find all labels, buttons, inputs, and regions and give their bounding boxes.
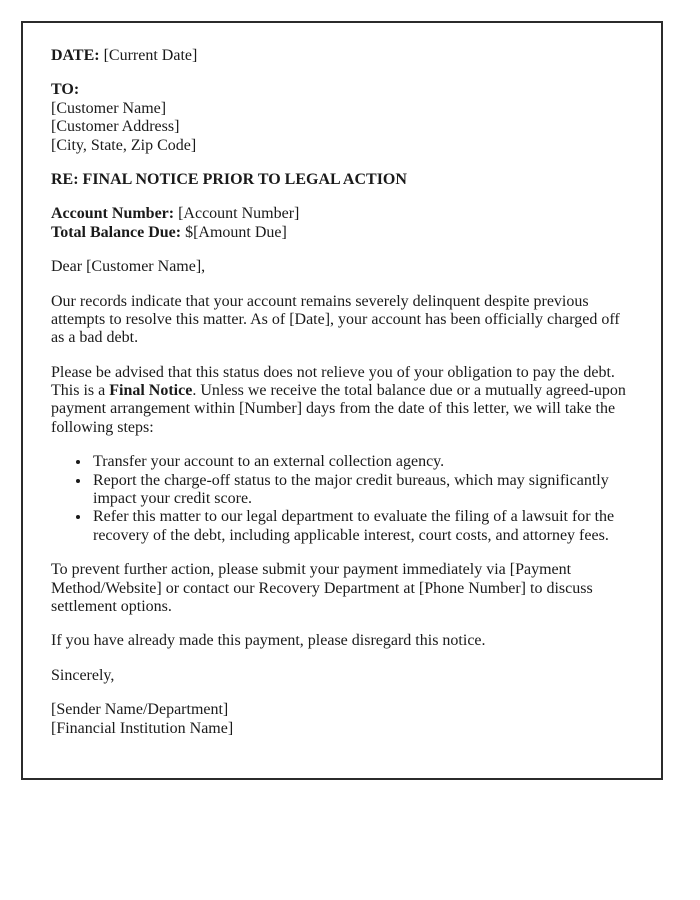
date-line bbox=[51, 47, 633, 65]
recipient-block bbox=[51, 81, 633, 155]
closing: Sincerely, bbox=[51, 666, 115, 684]
signature-sender: [Sender Name/Department] bbox=[51, 701, 229, 719]
signature-block bbox=[51, 701, 633, 738]
action-steps-list bbox=[51, 453, 633, 545]
account-number-value: [Account Number] bbox=[178, 205, 300, 223]
account-number-line bbox=[51, 205, 633, 223]
paragraph-delinquency: Our records indicate that your account remains severely delinquent despite previous attempts to resolve this matter. As of [Date], your account has been officially charged off as a bad debt. bbox=[51, 292, 620, 347]
subject-line: RE: FINAL NOTICE PRIOR TO LEGAL ACTION bbox=[51, 170, 407, 188]
final-notice-emphasis: Final Notice bbox=[109, 382, 193, 400]
balance-due-label: Total Balance Due: bbox=[51, 223, 182, 241]
balance-due-line bbox=[51, 224, 633, 242]
letter-document bbox=[21, 21, 663, 780]
list-item-legal-department: • Refer this matter to our legal department to evaluate the filing of a lawsuit for the recovery of the debt, including applicable interest, court costs, and attorney fees. bbox=[91, 508, 633, 545]
recipient-name: [Customer Name] bbox=[51, 99, 167, 117]
balance-due-value: $[Amount Due] bbox=[185, 223, 287, 241]
paragraph-payment-instructions: To prevent further action, please submit your payment immediately via [Payment Method/Website] or contact our Recovery Department at [Phone Number] to discuss settlement options. bbox=[51, 561, 593, 615]
date-value: [Current Date] bbox=[103, 47, 198, 64]
paragraph-disregard-notice: If you have already made this payment, please disregard this notice. bbox=[51, 632, 486, 650]
recipient-address: [Customer Address] bbox=[51, 118, 180, 136]
to-label: TO: bbox=[51, 81, 80, 99]
account-block bbox=[51, 205, 633, 242]
salutation: Dear [Customer Name], bbox=[51, 258, 206, 276]
account-number-label: Account Number: bbox=[51, 205, 175, 223]
recipient-city-state-zip: [City, State, Zip Code] bbox=[51, 136, 197, 154]
date-label: DATE: bbox=[51, 47, 100, 64]
paragraph-final-notice bbox=[51, 364, 633, 438]
paragraph-final-notice-end: . Unless we receive the total balance due or a mutually agreed-upon payment arrangement within [Number] days from the date of this letter, we will take the following steps: bbox=[51, 382, 626, 436]
paragraph-final-notice-start: Please be advised that this status does not relieve you of your obligation to pay the debt. This is a bbox=[51, 363, 615, 400]
signature-institution: [Financial Institution Name] bbox=[51, 719, 234, 737]
list-item-credit-bureaus: • Report the charge-off status to the major credit bureaus, which may significantly impact your credit score. bbox=[91, 472, 633, 509]
list-item-collection-agency: • Transfer your account to an external collection agency. bbox=[91, 453, 633, 471]
